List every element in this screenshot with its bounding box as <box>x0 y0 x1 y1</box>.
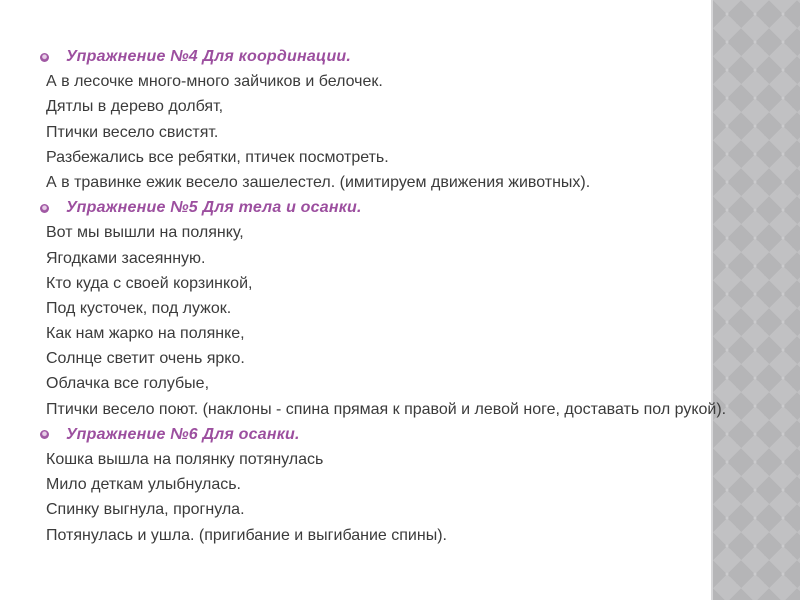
poem-line: Облачка все голубые, <box>46 375 210 393</box>
exercise-heading-text: Упражнение №5 Для тела и осанки. <box>66 199 362 217</box>
poem-line: Птички весело поют. (наклоны - спина прямая к правой и левой ноге, доставать пол рукой). <box>46 400 727 418</box>
poem-line: Потянулась и ушла. (пригибание и выгибание спины). <box>46 526 447 544</box>
bullet-icon <box>40 53 49 62</box>
exercise-heading-text: Упражнение №6 Для осанки. <box>66 425 300 443</box>
poem-line: Птички весело свистят. <box>46 123 219 141</box>
exercise-heading <box>40 195 790 220</box>
poem-line: Под кусточек, под лужок. <box>46 299 232 317</box>
exercise-heading-text: Упражнение №4 Для координации. <box>66 48 352 65</box>
poem-line: Кошка вышла на полянку потянулась <box>46 451 324 468</box>
poem-line: А в травинке ежик весело зашелестел. (имитируем движения животных). <box>46 173 591 191</box>
poem-line: Дятлы в дерево долбят, <box>46 98 224 116</box>
slide-content <box>40 44 790 548</box>
poem-line: Кто куда с своей корзинкой, <box>46 274 253 292</box>
exercise-heading <box>40 44 790 69</box>
poem-line: Ягодками засеянную. <box>46 249 206 267</box>
exercise-heading <box>40 422 790 447</box>
poem-line: Спинку выгнула, прогнула. <box>46 501 245 519</box>
poem-line: А в лесочке много-много зайчиков и белочек. <box>46 73 383 91</box>
poem-line: Как нам жарко на полянке, <box>46 325 245 343</box>
poem-line: Вот мы вышли на полянку, <box>46 224 244 242</box>
bullet-icon <box>40 204 49 213</box>
poem-line: Солнце светит очень ярко. <box>46 350 245 368</box>
bullet-icon <box>40 430 49 439</box>
poem-line: Мило деткам улыбнулась. <box>46 476 241 494</box>
poem-line: Разбежались все ребятки, птичек посмотреть. <box>46 148 389 166</box>
